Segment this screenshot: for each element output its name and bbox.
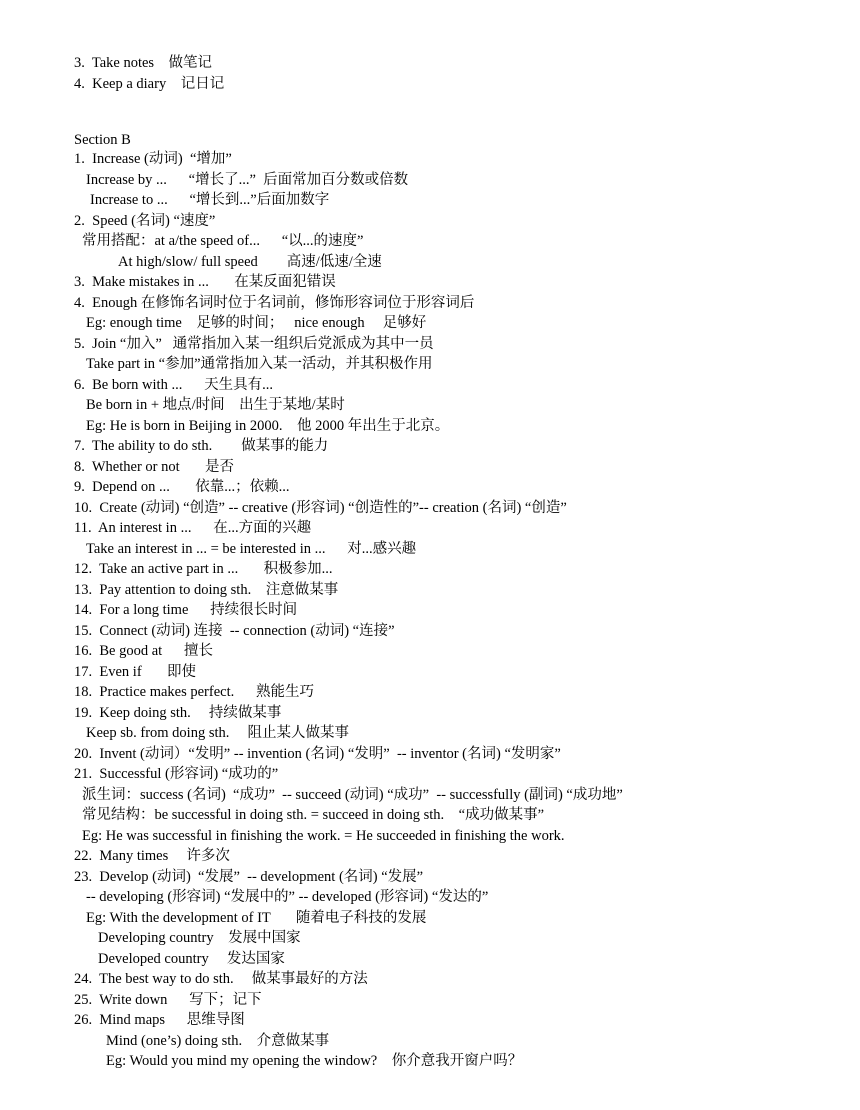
text-line: 25. Write down 写下；记下 (74, 992, 262, 1008)
text-line: 20. Invent (动词）“发明” -- invention (名词) “发明” -- inventor (名词) “发明家” (74, 746, 561, 762)
text-line: Increase by ... “增长了...” 后面常加百分数或倍数 (86, 172, 409, 188)
text-line: 7. The ability to do sth. 做某事的能力 (74, 438, 329, 454)
text-line: 1. Increase (动词) “增加” (74, 151, 232, 167)
text-line: 2. Speed (名词) “速度” (74, 213, 216, 229)
text-line: 4. Enough 在修饰名词时位于名词前，修饰形容词位于形容词后 (74, 295, 475, 311)
text-line: Eg: He is born in Beijing in 2000. 他 2000 年出生于北京。 (86, 418, 450, 434)
text-line: 13. Pay attention to doing sth. 注意做某事 (74, 582, 339, 598)
text-line: 9. Depend on ... 依靠...；依赖... (74, 479, 290, 495)
text-line: Eg: enough time 足够的时间； nice enough 足够好 (86, 315, 427, 331)
text-line: 8. Whether or not 是否 (74, 459, 235, 475)
text-line: Eg: Would you mind my opening the window? 你介意我开窗户吗？ (106, 1053, 523, 1069)
text-line: 5. Join “加入” 通常指加入某一组织后党派成为其中一员 (74, 336, 434, 352)
text-line: 23. Develop (动词) “发展” -- development (名词) “发展” (74, 869, 424, 885)
text-line: -- developing (形容词) “发展中的” -- developed (形容词) “发达的” (86, 889, 489, 905)
text-line: Take part in “参加”通常指加入某一活动，并其积极作用 (86, 356, 433, 372)
text-line: 4. Keep a diary 记日记 (74, 76, 225, 92)
text-line: 12. Take an active part in ... 积极参加... (74, 561, 333, 577)
text-line: 派生词：success (名词) “成功” -- succeed (动词) “成功” -- successfully (副词) “成功地” (82, 787, 623, 803)
text-line: Take an interest in ... = be interested in ... 对...感兴趣 (86, 541, 417, 557)
text-line: 10. Create (动词) “创造” -- creative (形容词) “创造性的”-- creation (名词) “创造” (74, 500, 567, 516)
text-line: 16. Be good at 擅长 (74, 643, 213, 659)
text-line: Mind (one’s) doing sth. 介意做某事 (106, 1033, 330, 1049)
text-line: 常见结构：be successful in doing sth. = succeed in doing sth. “成功做某事” (82, 807, 545, 823)
text-line: 15. Connect (动词) 连接 -- connection (动词) “连接” (74, 623, 395, 639)
text-line: 17. Even if 即使 (74, 664, 197, 680)
text-line: Increase to ... “增长到...”后面加数字 (90, 192, 330, 208)
text-line: 常用搭配：at a/the speed of... “以...的速度” (82, 233, 364, 249)
text-line: Eg: With the development of IT 随着电子科技的发展 (86, 910, 427, 926)
text-line: Be born in + 地点/时间 出生于某地/某时 (86, 397, 345, 413)
text-line: Developing country 发展中国家 (98, 930, 301, 946)
text-line: 22. Many times 许多次 (74, 848, 230, 864)
text-line: Keep sb. from doing sth. 阻止某人做某事 (86, 725, 349, 741)
text-line: Developed country 发达国家 (98, 951, 285, 967)
text-line: At high/slow/ full speed 高速/低速/全速 (118, 254, 382, 270)
text-line: 11. An interest in ... 在...方面的兴趣 (74, 520, 312, 536)
section-heading: Section B (74, 132, 131, 148)
text-line: 21. Successful (形容词) “成功的” (74, 766, 279, 782)
text-line: Eg: He was successful in finishing the work. = He succeeded in finishing the work. (82, 828, 565, 844)
text-line: 19. Keep doing sth. 持续做某事 (74, 705, 282, 721)
text-line: 6. Be born with ... 天生具有... (74, 377, 273, 393)
text-line: 3. Take notes 做笔记 (74, 55, 213, 71)
text-line: 24. The best way to do sth. 做某事最好的方法 (74, 971, 368, 987)
text-line: 18. Practice makes perfect. 熟能生巧 (74, 684, 314, 700)
text-line: 26. Mind maps 思维导图 (74, 1012, 245, 1028)
text-line: 14. For a long time 持续很长时间 (74, 602, 298, 618)
text-line: 3. Make mistakes in ... 在某反面犯错误 (74, 274, 336, 290)
